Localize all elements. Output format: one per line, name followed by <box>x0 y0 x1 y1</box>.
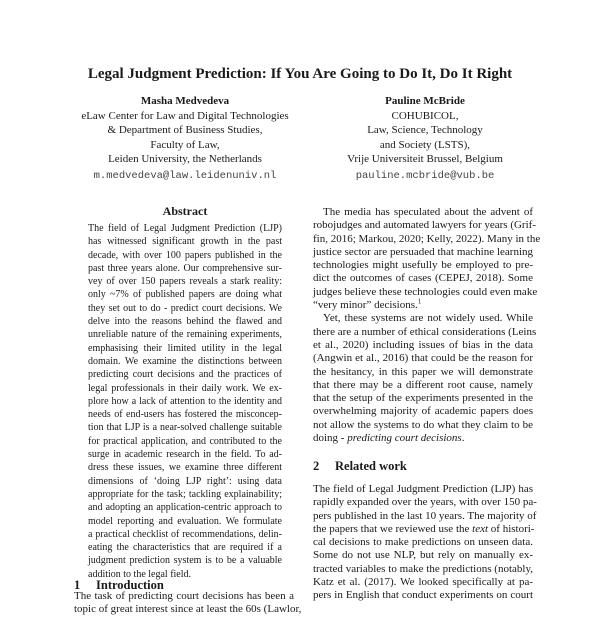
section-heading-related-work <box>313 459 407 474</box>
section-title: Introduction <box>96 578 164 592</box>
author-name: Pauline McBride <box>385 95 465 107</box>
author-block-2 <box>305 94 545 183</box>
text-line: there are a number of ethical considerations (Leins <box>313 325 537 338</box>
affiliation-line: COHUBICOL, <box>391 109 459 122</box>
author-block-1 <box>65 94 305 183</box>
text-line: eating the characteristics that are required if a <box>88 542 282 554</box>
related-work-body <box>313 483 537 603</box>
text-line: The media has speculated about the advent of <box>323 206 533 218</box>
text-line: that the setup of the experiments presented in the <box>313 392 533 405</box>
affiliation-line: Vrije Universiteit Brussel, Belgium <box>347 153 503 165</box>
text-line: Some do not use NLP, but rely on manually ex- <box>313 549 533 562</box>
text-line: overwhelming majority of academic papers does <box>313 405 533 418</box>
text-line: The task of predicting court decisions has been a <box>74 590 294 602</box>
text-line: appropriate for the task; tackling explainability; <box>88 488 282 500</box>
text-line: dress these issues, we examine three different <box>88 462 282 474</box>
text-line: legal professionals in their daily work. We ex- <box>88 382 282 394</box>
text-line <box>313 523 533 536</box>
affiliation-line: Faculty of Law, <box>150 138 220 151</box>
text-line: needs of end-users has fostered the misconcep- <box>88 409 282 421</box>
text-line: The field of Legal Judgment Prediction (LJP) has <box>313 483 533 495</box>
footnote-marker: 1 <box>417 297 422 306</box>
author-email: pauline.mcbride@vub.be <box>355 169 495 182</box>
text-segment: “very minor” decisions. <box>313 299 418 312</box>
section-number: 2 <box>313 459 320 473</box>
text-line: vey of over 150 papers reveals a stark reality: <box>88 276 282 288</box>
text-segment: the papers that we reviewed use the <box>313 522 473 535</box>
text-line: domain. We examine the distinctions between <box>88 355 282 367</box>
section-title: Related work <box>335 459 407 473</box>
text-line: dimensions of ‘doing LJP right’: using data <box>88 475 282 487</box>
introduction-body <box>74 590 302 617</box>
abstract-heading: Abstract <box>162 204 208 218</box>
text-line: and adopting an application-centric approach to <box>88 502 282 514</box>
text-line: tracted variables to make the predictions (notably, <box>313 562 533 575</box>
text-line: pers published in the last 10 years. The majority of <box>313 509 537 522</box>
text-line: they set out to do - predict court decisions. We <box>88 302 282 314</box>
text-segment: of histori- <box>488 522 535 535</box>
text-line: delve into the reasons behind the flawed and <box>88 316 282 328</box>
text-line: model reporting and evaluation. We formulate <box>88 515 282 527</box>
text-segment: doing - <box>313 432 348 445</box>
text-line: justice sector are persuaded that machine learning <box>313 245 533 258</box>
author-name: Masha Medvedeva <box>140 95 230 107</box>
affiliation-line: Leiden University, the Netherlands <box>108 153 262 165</box>
text-line: addition to the legal field. <box>88 568 192 580</box>
text-line: pers in English that conduct experiments on court <box>313 589 533 602</box>
text-line: fin, 2016; Markou, 2020; Kelly, 2022). Many in the <box>313 232 541 245</box>
text-line: unreliable nature of the remaining experiments, <box>88 329 282 341</box>
text-line: Yet, these systems are not widely used. While <box>323 312 533 325</box>
text-line: past three years alone. Our comprehensive sur- <box>88 262 282 274</box>
italic-text: text <box>472 522 489 535</box>
text-line: cal decisions to make predictions on unseen data. <box>313 536 533 549</box>
author-email: m.medvedeva@law.leidenuniv.nl <box>93 169 277 182</box>
text-line: judges believe these technologies could even make <box>313 285 538 298</box>
paper-title: Legal Judgment Prediction: If You Are Going to Do It, Do It Right <box>87 66 513 82</box>
text-line: tion that LJP is a near-solved challenge suitable <box>88 422 282 434</box>
text-line: (Angwin et al., 2016) that could be the reason for <box>313 352 533 365</box>
affiliation-line: eLaw Center for Law and Digital Technologies <box>81 109 289 122</box>
text-line: rapidly expanded over the years, with over 150 pa- <box>313 496 537 509</box>
text-line: a practical checklist of recommendations, delin- <box>88 528 282 540</box>
text-line: plore how a lack of attention to the identity and <box>88 395 282 407</box>
text-line: topic of great interest since at least the 60s (Lawlor, <box>74 603 302 616</box>
section-number: 1 <box>74 578 81 592</box>
text-line: emphasising their limited utility in the legal <box>88 342 282 354</box>
text-line: only ~7% of published papers are doing what <box>88 289 282 301</box>
text-line: decade, with over 100 papers published in the <box>88 249 282 261</box>
right-column-intro-body <box>313 206 541 445</box>
text-line: judgment prediction system is to be a valuable <box>88 555 282 567</box>
text-line: technologies might usefully be employed to pre- <box>313 259 533 272</box>
text-line: the hesitancy, in this paper we will demonstrate <box>313 365 533 378</box>
affiliation-line: Law, Science, Technology <box>367 124 483 136</box>
abstract-body <box>88 222 282 581</box>
text-line: The field of Legal Judgment Prediction (LJP) <box>88 223 282 234</box>
affiliation-line: & Department of Business Studies, <box>107 124 263 136</box>
text-line: dict the outcomes of cases (CEPEJ, 2018). Some <box>313 272 533 285</box>
text-line: et al., 2020) including issues of bias in the data <box>313 338 533 351</box>
text-line: not allow the systems to do what they claim to be <box>313 418 533 431</box>
text-line: for practical application, and contributed to the <box>88 435 282 447</box>
text-line: Katz et al. (2017). We looked specifically at pa- <box>313 576 533 589</box>
text-line: predicting court decisions and the practices of <box>88 369 282 381</box>
affiliation-line: and Society (LSTS), <box>379 138 471 151</box>
text-line: robojudges and automated lawyers for years (Grif- <box>313 219 536 232</box>
text-line: that there may be a different root cause, namely <box>313 378 533 391</box>
text-line: surge in academic research in the field. To ad- <box>88 449 282 461</box>
italic-text: predicting court decisions <box>347 432 462 445</box>
text-segment: . <box>461 432 465 445</box>
text-line: has witnessed significant growth in the past <box>88 236 282 248</box>
text-line <box>313 299 533 312</box>
text-line <box>313 432 533 445</box>
